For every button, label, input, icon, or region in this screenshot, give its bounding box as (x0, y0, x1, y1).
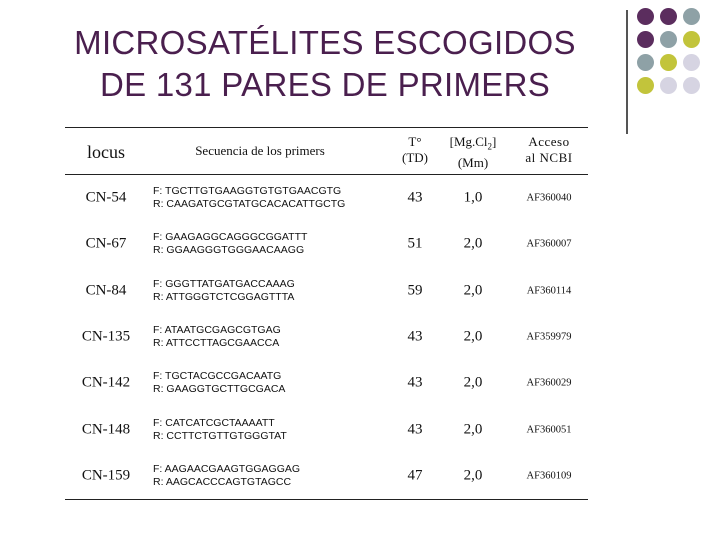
decorative-divider (626, 10, 628, 134)
decorative-dot (683, 8, 700, 25)
forward-primer: F: ATAATGCGAGCGTGAG (153, 324, 281, 337)
header-mgcl2-sub: 2 (487, 141, 493, 152)
forward-primer: F: GGGTTATGATGACCAAAG (153, 277, 295, 290)
header-sequence: Secuencia de los primers (195, 143, 325, 158)
decorative-dot (660, 31, 677, 48)
decorative-dot (637, 54, 654, 71)
forward-primer: F: TGCTTGTGAAGGTGTGTGAACGTG (153, 185, 342, 198)
title-line-1: MICROSATÉLITES ESCOGIDOS (74, 24, 576, 61)
cell-accession: AF360007 (526, 238, 572, 250)
cell-accession: AF360051 (526, 424, 572, 436)
cell-mgcl2: 2,0 (463, 235, 483, 252)
cell-accession: AF359979 (526, 331, 572, 343)
cell-sequence (153, 370, 393, 396)
cell-mgcl2: 2,0 (463, 421, 483, 438)
cell-sequence (153, 278, 393, 304)
cell-locus: CN-135 (81, 328, 131, 345)
decorative-dot (660, 54, 677, 71)
cell-accession: AF360114 (526, 285, 572, 297)
cell-locus: CN-54 (85, 189, 127, 206)
header-temperature-line2: (TD) (402, 150, 428, 165)
decorative-dot (660, 77, 677, 94)
decorative-dot (637, 31, 654, 48)
header-mgcl2-post: ] (492, 134, 497, 149)
reverse-primer: R: ATTCCTTAGCGAACCA (153, 337, 280, 350)
header-mgcl2 (443, 134, 503, 171)
decorative-dot-grid (637, 8, 717, 136)
forward-primer: F: GAAGAGGCAGGGCGGATTT (153, 231, 308, 244)
decorative-dot (683, 31, 700, 48)
cell-locus: CN-142 (81, 374, 131, 391)
table-row (65, 268, 588, 314)
header-accession (510, 134, 588, 166)
reverse-primer: R: GAAGGTGCTTGCGACA (153, 383, 286, 396)
forward-primer: F: AAGAACGAAGTGGAGGAG (153, 462, 301, 475)
cell-mgcl2: 2,0 (463, 282, 483, 299)
cell-sequence (153, 324, 393, 350)
cell-sequence (153, 231, 393, 257)
cell-temperature: 43 (407, 421, 423, 438)
cell-mgcl2: 2,0 (463, 467, 483, 484)
header-accession-line2: al NCBI (525, 150, 573, 165)
decorative-dot (683, 77, 700, 94)
cell-temperature: 43 (407, 328, 423, 345)
cell-sequence (153, 417, 393, 443)
cell-temperature: 51 (407, 235, 423, 252)
decorative-dot (637, 77, 654, 94)
header-temperature-line1: T° (408, 134, 422, 149)
decorative-dot (660, 8, 677, 25)
header-mgcl2-line2: (Mm) (457, 154, 489, 170)
header-locus: locus (87, 142, 125, 162)
reverse-primer: R: ATTGGGTCTCGGAGTTTA (153, 290, 295, 303)
table-body (65, 175, 588, 499)
cell-locus: CN-148 (81, 421, 131, 438)
cell-temperature: 47 (407, 467, 423, 484)
cell-accession: AF360029 (526, 377, 572, 389)
cell-mgcl2: 1,0 (463, 189, 483, 206)
primers-table (65, 127, 588, 500)
decorative-dot (683, 54, 700, 71)
header-accession-line1: Acceso (528, 134, 570, 149)
cell-sequence (153, 463, 393, 489)
table-row (65, 453, 588, 499)
cell-locus: CN-67 (85, 235, 127, 252)
table-row (65, 175, 588, 221)
table-row (65, 314, 588, 360)
title-line-2: DE 131 PARES DE PRIMERS (99, 66, 551, 103)
cell-locus: CN-159 (81, 467, 131, 484)
header-mgcl2-pre: [Mg.Cl (449, 134, 488, 149)
cell-accession: AF360040 (526, 192, 572, 204)
cell-mgcl2: 2,0 (463, 374, 483, 391)
cell-locus: CN-84 (85, 282, 127, 299)
table-row (65, 221, 588, 267)
table-header-row (65, 128, 588, 175)
reverse-primer: R: GGAAGGGTGGGAACAAGG (153, 244, 305, 257)
reverse-primer: R: CAAGATGCGTATGCACACATTGCTG (153, 198, 346, 211)
cell-temperature: 43 (407, 374, 423, 391)
reverse-primer: R: CCTTCTGTTGTGGGTAT (153, 429, 287, 442)
table-row (65, 406, 588, 452)
cell-accession: AF360109 (526, 470, 572, 482)
cell-sequence (153, 185, 393, 211)
cell-mgcl2: 2,0 (463, 328, 483, 345)
forward-primer: F: CATCATCGCTAAAATT (153, 416, 275, 429)
forward-primer: F: TGCTACGCCGACAATG (153, 370, 282, 383)
header-temperature (395, 134, 435, 166)
header-mgcl2-line1 (443, 134, 503, 155)
cell-temperature: 59 (407, 282, 423, 299)
reverse-primer: R: AAGCACCCAGTGTAGCC (153, 475, 292, 488)
table-row (65, 360, 588, 406)
page-title (40, 22, 610, 106)
decorative-dot (637, 8, 654, 25)
cell-temperature: 43 (407, 189, 423, 206)
